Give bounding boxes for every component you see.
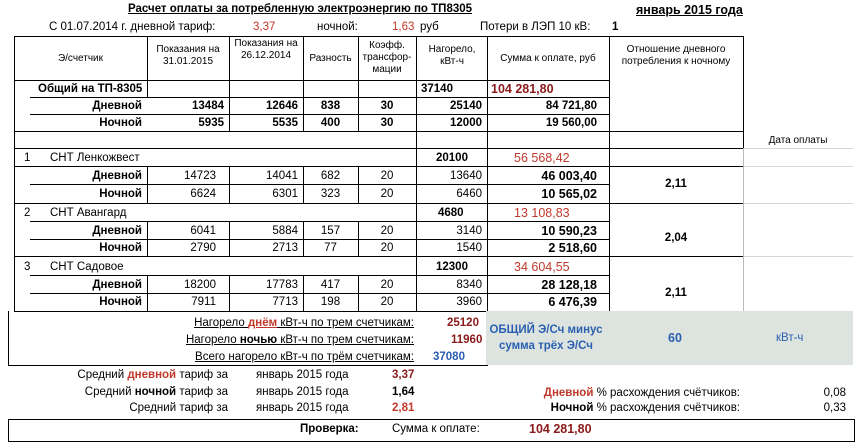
summary-all-value: 37080 <box>433 351 465 363</box>
total-consumed: 37140 <box>421 83 453 95</box>
difference-line1: ОБЩИЙ Э/Сч минус <box>489 324 603 336</box>
summary-night-value: 11960 <box>451 334 483 346</box>
col-pay-date: Дата оплаты <box>768 135 828 146</box>
avg-night-label: Средний ночной тариф за <box>84 386 228 398</box>
tariff-label: С 01.07.2014 г. дневной тариф: <box>49 21 216 33</box>
avg-day-value: 3,37 <box>392 369 415 381</box>
check-label: Проверка: <box>300 423 359 435</box>
avg-night-value: 1,64 <box>392 386 415 398</box>
disc-night-label: Ночной % расхождения счётчиков: <box>550 402 740 414</box>
total-label: Общий на ТП-8305 <box>38 83 143 95</box>
night-tariff-value: 1,63 <box>392 21 415 33</box>
avg-total-value: 2,81 <box>392 402 415 414</box>
day-tariff-value: 3,37 <box>253 21 276 33</box>
check-sum-value: 104 281,80 <box>529 422 592 436</box>
col-meter: Э/счетчик <box>57 53 104 64</box>
summary-night-label: Нагорело ночью кВт-ч по трем счетчикам: <box>185 334 414 346</box>
summary-all-label: Всего нагорело кВт-ч по трём счетчикам: <box>195 351 414 363</box>
disc-day-label: Дневной % расхождения счётчиков: <box>543 387 740 399</box>
losses-value: 1 <box>612 21 619 33</box>
avg-total-month: январь 2015 года <box>256 402 349 414</box>
col-reading-new: Показания на 31.01.2015 <box>156 44 220 67</box>
avg-night-month: январь 2015 года <box>256 386 349 398</box>
summary-day-value: 25120 <box>447 317 479 329</box>
col-ratio: Отношение дневного потребления к ночному <box>621 44 731 67</box>
col-reading-old: Показания на 26.12.2014 <box>234 38 298 61</box>
avg-total-label: Средний тариф за <box>129 402 228 414</box>
disc-night-value: 0,33 <box>823 402 846 414</box>
summary-day-label: Нагорело днём кВт-ч по трем счетчикам: <box>194 317 414 329</box>
period-label: январь 2015 года <box>636 3 743 17</box>
losses-label: Потери в ЛЭП 10 кВ: <box>480 21 591 33</box>
total-sum: 104 281,80 <box>491 82 554 96</box>
night-tariff-label: ночной: <box>317 21 358 33</box>
col-diff: Разность <box>309 53 352 64</box>
disc-day-value: 0,08 <box>823 387 846 399</box>
difference-unit: кВт-ч <box>776 332 804 344</box>
col-sum: Сумма к оплате, руб <box>500 53 596 64</box>
currency-label: руб <box>420 21 439 33</box>
check-sum-label: Сумма к оплате: <box>392 423 480 435</box>
col-coef: Коэфф. трансфор-мации <box>362 40 412 75</box>
page-title: Расчет оплаты за потребленную электроэнергию по ТП8305 <box>128 3 473 15</box>
avg-day-month: январь 2015 года <box>256 369 349 381</box>
difference-value: 60 <box>668 331 682 345</box>
avg-day-label: Средний дневной тариф за <box>77 369 228 381</box>
col-consumed: Нагорело, кВт-ч <box>428 44 476 67</box>
difference-line2: сумма трёх Э/Сч <box>499 340 593 352</box>
